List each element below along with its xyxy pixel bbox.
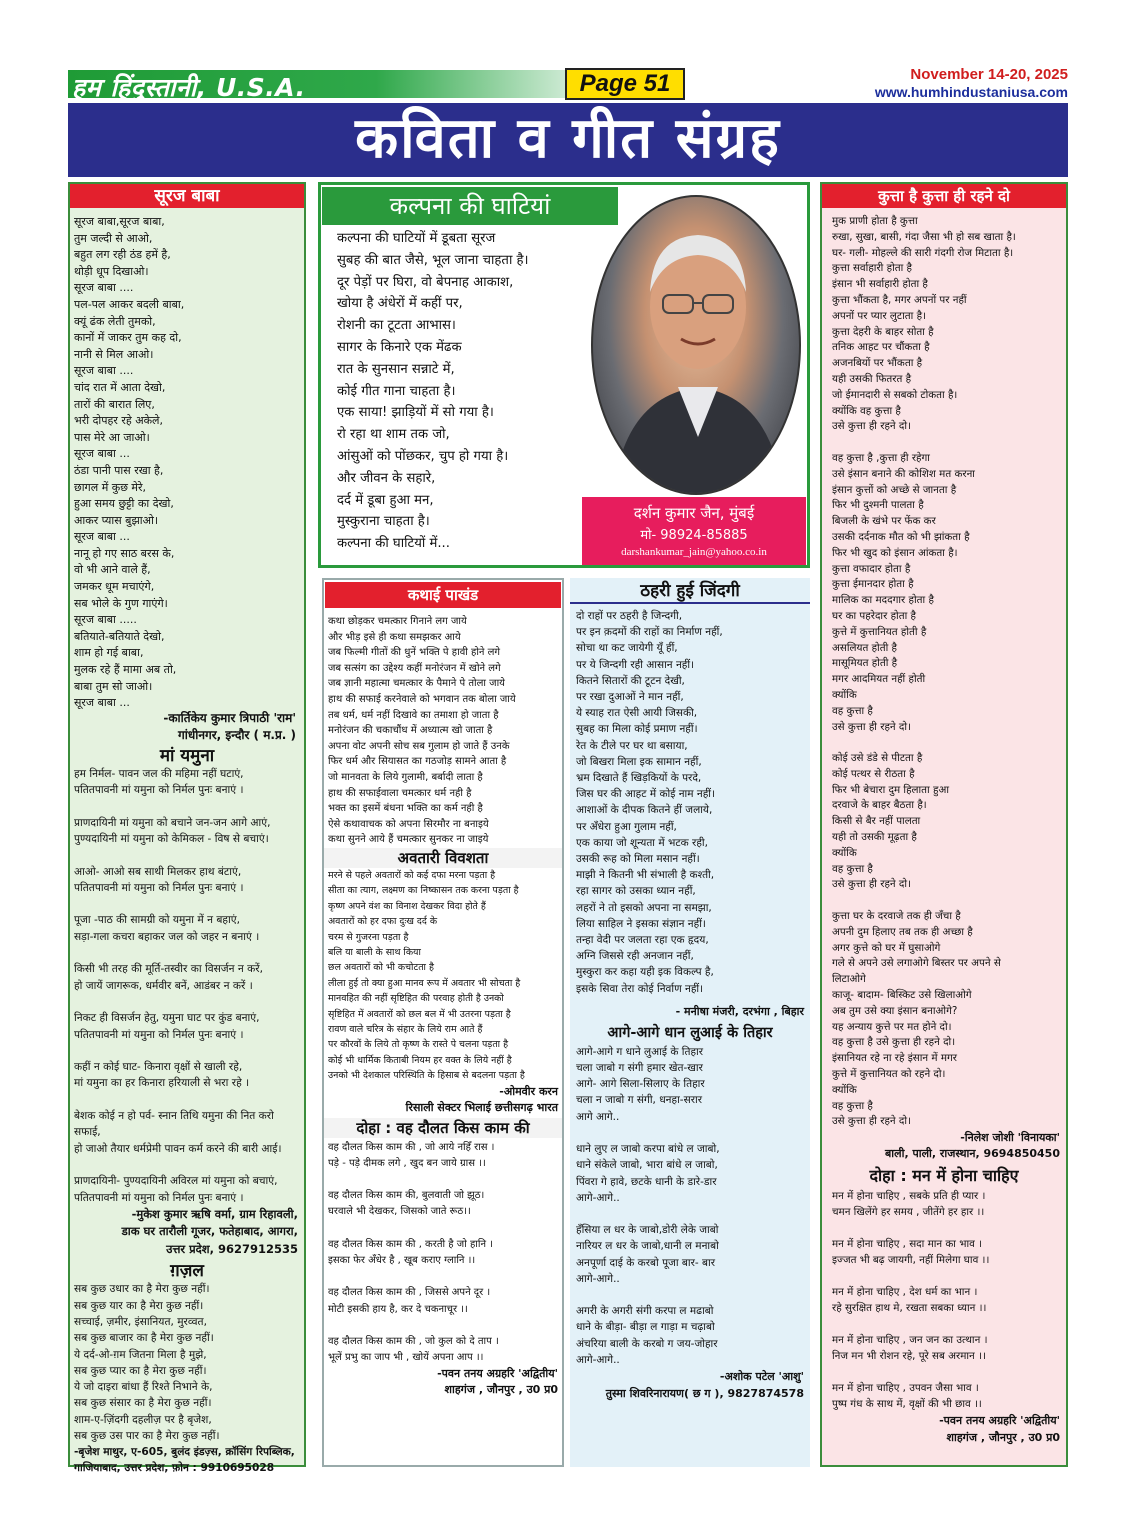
- poem-text: हम निर्मल- पावन जल की महिमा नहीं घटाएं, पतितपावनी मां यमुना को निर्मल पुनः बनाएं । प्राणदायिनी मां यमुना को बचाने जन-जन आगे आएं, पुण्यदायिनी मां यमुना को केमिकल - विष से बचाएं। आओ- आओ सब साथी मिलकर हाथ बंटाएं, पतितपावनी मां यमुना को निर्मल पुनः बनाएं । पूजा -पाठ की सामग्री को यमुना में न बहाएं, सड़ा-गला कचरा बहाकर जल को जहर न बनाएं । किसी भी तरह की मूर्ति-तस्वीर का विसर्जन न करें, हो जायें जागरूक, धर्मवीर बनें, आडंबर न करें । निकट ही विसर्जन हेतु, यमुना घाट पर कुंड बनाएं, पतितपावनी मां यमुना को निर्मल पुनः बनाएं । कहीं न कोई घाट- किनारा वृक्षों से खाली रहे, मां यमुना का हर किनारा हरियाली से भरा रहे । बेशक कोई न हो पर्व- स्नान तिथि यमुना की नित करो सफाई, हो जाओ तैयार धर्मप्रेमी पावन कर्म करने की बारी आई। प्राणदायिनी- पुण्यदायिनी अविरल मां यमुना को बचाएं, पतितपावनी मां यमुना को निर्मल पुनः बनाएं ।: [74, 767, 282, 1204]
- poem-title: मां यमुना: [159, 745, 215, 766]
- poem-text: आगे-आगे ग धाने लुआई के तिहार चला जाबो ग संगी हमार खेत-खार आगे- आगे सिला-सिलाए के तिहार चला न जाबो ग संगी, धनहा-सरार आगे आगे.. धाने लुए ल जाबो करपा बांधे ल जाबो, धाने संकेले जाबो, भारा बांधे ल जाबो, पिंवरा गे हावे, छटके धानी के डारे-डार आगे-आगे.. हँसिया ल धर के जाबो,डोरी लेके जाबो नारियर ल धर के जाबो,धानी ल मनाबो अनपूर्णा दाई के करबो पूजा बार- बार आगे-आगे.. अगरी के अगरी संगी करपा ल मढाबो धाने के बीड़ा- बीड़ा ल गाड़ा म चढ़ाबो अंचरिया बाली के करबो ग जय-जोहार आगे-आगे..: [576, 1045, 720, 1366]
- feature-title: कल्पना की घाटियां: [322, 187, 618, 225]
- poem-signature: -बृजेश माथुर, ए-605, बुलंद इंडज़्स, क्रॉसिंग रिपब्लिक, गाजियाबाद, उत्तर प्रदेश, फ़ोन : 9910695028: [74, 1446, 295, 1475]
- poem-text: मरने से पहले अवतारों को कई दफा मरना पड़ता है सीता का त्याग, लक्ष्मण का निष्कासन तक करना पड़ता है कृष्ण अपने वंश का विनाश देखकर विदा होते हैं अवतारों को हर दफा दुःख दर्द के चरम से गुजरना पड़ता है बलि या बाली के साथ किया छल अवतारों को भी कचोटता है लीला हुई तो क्या हुआ मानव रूप में अवतार भी सोचता है मानवहित की नहीं सृष्टिहित की परवाह होती है उनको सृष्टिहित में अवतारों को छल बल में भी उतरना पड़ता है रावण वाले चरित्र के संहार के लिये राम आते हैं पर कौरवों के लिये तो कृष्ण के रास्ते पे चलना पड़ता है कोई भी धार्मिक किताबी नियम हर वक्त के लिये नहीं है उनको भी देशकाल परिस्थिति के हिसाब से बदलना पड़ता है: [328, 869, 525, 1082]
- poem-signature: - मनीषा मंजरी, दरभंगा , बिहार: [675, 1004, 804, 1018]
- page-number: Page 51: [565, 68, 685, 100]
- feature-poem: कल्पना की घाटियों में डूबता सूरज सुबह की बात जैसे, भूल जाना चाहता है। दूर पेड़ों पर घिरा, वो बेपनाह आकाश, खोया है अंधेरों में कहीं पर, रोशनी का टूटता आभास। सागर के किनारे एक मेंढक रात के सुनसान सन्नाटे में, कोई गीत गाना चाहता है। एक साया! झाड़ियों में सो गया है। रो रहा था शाम तक जो, आंसुओं को पोंछकर, चुप हो गया है। और जीवन के सहारे, दर्द में डूबा हुआ मन, मुस्कुराना चाहता है। कल्पना की घाटियों में...: [337, 231, 529, 552]
- portrait-illustration: [593, 197, 801, 495]
- poem-text: सूरज बाबा,सूरज बाबा, तुम जल्दी से आओ, बहुत लग रही ठंड हमें है, थोड़ी धूप दिखाओ। सूरज बाबा .... पल-पल आकर बदली बाबा, क्यूं ढंक लेती तुमको, कानों में जाकर तुम कह दो, नानी से मिल आओ। सूरज बाबा .... चांद रात में आता देखो, तारों की बारात लिए, भरी दोपहर रहे अकेले, पास मेरे आ जाओ। सूरज बाबा ... ठंडा पानी पास रखा है, छागल में कुछ मेरे, हुआ समय छुट्टी का देखो, आकर प्यास बुझाओ। सूरज बाबा ... नानू हो गए साठ बरस के, वो भी आने वाले हैं, जमकर धूम मचाएंगे, सब भोले के गुण गाएंगे। सूरज बाबा ..... बतियाते-बतियाते देखो, शाम हो गई बाबा, मुलक रहे हैं मामा अब तो, बाबा तुम सो जाओ। सूरज बाबा ...: [74, 215, 185, 710]
- poem-signature: -पवन तनय अग्रहरि 'अद्वितीय' शाहगंज , जौनपुर , उ0 प्र0: [939, 1414, 1060, 1445]
- poem-signature: -ओमवीर करन रिसाली सेक्टर भिलाई छत्तीसगढ़ भारत: [405, 1084, 558, 1114]
- poem-text: मन में होना चाहिए , सबके प्रति ही प्यार । चमन खिलेंगे हर समय , जीतेंगे हर हार ।। मन में होना चाहिए , सदा मान का भाव । इज्जत भी बढ़ जायगी, नहीं मिलेगा घाव ।। मन में होना चाहिए , देश धर्म का भान । रहे सुरक्षित हाथ मे, रखता सबका ध्यान ।। मन में होना चाहिए , जन जन का उत्थान । निज मन भी रोशन रहे, पूरे सब अरमान ।। मन में होना चाहिए , उपवन जैसा भाव । पुष्प गंध के साथ में, वृक्षों की भी छाव ।।: [832, 1190, 990, 1411]
- column-mid-left: [322, 578, 564, 1467]
- poem-title: कथाई पाखंड: [325, 582, 561, 608]
- poem-signature: -अशोक पटेल 'आशु' तुस्मा शिवरिनारायण( छ ग ), 9827874578: [605, 1369, 804, 1400]
- column-right: [820, 182, 1068, 1467]
- poem-title: दोहा : मन में होना चाहिए: [869, 1166, 1019, 1186]
- poem-text: सब कुछ उधार का है मेरा कुछ नहीं। सब कुछ यार का है मेरा कुछ नहीं। सच्चाई, ज़मीर, इंसानियत, मुरव्वत, सब कुछ बाजार का है मेरा कुछ नहीं। ये दर्द-ओ-ग़म जितना मिला है मुझे, सब कुछ प्यार का है मेरा कुछ नहीं। ये जो दाइरा बांधा हैं रिश्ते निभाने के, सब कुछ संसार का है मेरा कुछ नहीं। शाम-ए-ज़िंदगी दहलीज़ पर है बृजेश, सब कुछ उस पार का है मेरा कुछ नहीं।: [74, 1283, 220, 1442]
- poem-text: मुक प्राणी होता है कुत्ता रुखा, सुखा, बासी, गंदा जैसा भी हो सब खाता है। घर- गली- मोहल्ले की सारी गंदगी रोज मिटाता है। कुत्ता सर्वाहारी होता है इंसान भी सर्वाहारी होता है कुत्ता भौंकता है, मगर अपनों पर नहीं अपनों पर प्यार लुटाता है। कुत्ता देहरी के बाहर सोता है तनिक आहट पर चौंकता है अजनबियों पर भौंकता है यही उसकी फितरत है जो ईमानदारी से सबको टोकता है। क्योंकि वह कुत्ता है उसे कुत्ता ही रहने दो। वह कुत्ता है ,कुत्ता ही रहेगा उसे इंसान बनाने की कोशिश मत करना इंसान कुत्तों को अच्छे से जानता है फिर भी दुश्मनी पालता है बिजली के खंभे पर फेंक कर उसकी दर्दनाक मौत को भी झांकता है फिर भी खुद को इंसान आंकता है। कुत्ता वफादार होता है कुत्ता ईमानदार होता है मालिक का मददगार होता है घर का पहरेदार होता है कुत्ते में कुत्तानियत होती है असलियत होती है मासूमियत होती है मगर आदमियत नहीं होती क्योंकि वह कुत्ता है उसे कुत्ता ही रहने दो। कोई उसे डंडे से पीटता है कोई पत्थर से रीठता है फिर भी बेचारा दुम हिलाता हुआ दरवाजे के बाहर बैठता है। किसी से बैर नहीं पालता यही तो उसकी मूढ़ता है क्योंकि वह कुत्ता है उसे कुत्ता ही रहने दो। कुत्ता घर के दरवाजे तक ही जँचा है अपनी दुम हिलाए तब तक ही अच्छा है अगर कुत्ते को घर में घुसाओगे गले से अपने उसे लगाओगे बिस्तर पर अपने से लिटाओगे काजू- बादाम- बिस्किट उसे खिलाओगे अब तुम उसे क्या इंसान बनाओगे? यह अन्याय कुत्ते पर मत होने दो। वह कुत्ता है उसे कुत्ता ही रहने दो। इंसानियत रहे ना रहे इंसान में मगर कुत्ते में कुत्तानियत को रहने दो। क्योंकि वह कुत्ता है उसे कुत्ता ही रहने दो।: [832, 215, 1016, 1128]
- issue-date: November 14-20, 2025: [910, 66, 1068, 83]
- poem-title: आगे-आगे धान लुआई के तिहार: [607, 1024, 773, 1041]
- poem-title: कुत्ता है कुत्ता ही रहने दो: [822, 184, 1066, 208]
- poem-signature: -पवन तनय अग्रहरि 'अद्वितीय' शाहगंज , जौनपुर , उ0 प्र0: [437, 1367, 558, 1397]
- column-left: [68, 182, 306, 1475]
- poem-signature: -कार्तिकेय कुमार त्रिपाठी 'राम' गांधीनगर, इन्दौर ( म.प्र. ): [163, 710, 296, 742]
- poet-phone: मो- 98924-85885: [640, 528, 748, 543]
- poem-signature: -मुकेश कुमार ऋषि वर्मा, ग्राम रिहावली, डाक घर तारौली गूजर, फतेहाबाद, आगरा, उत्तर प्रदेश, 9627912535: [121, 1206, 298, 1256]
- poem-title: सूरज बाबा: [70, 184, 304, 208]
- poet-name: दर्शन कुमार जैन, मुंबई: [633, 504, 755, 522]
- poem-text: कथा छोड़कर चमत्कार गिनाने लग जाये और भीड़ इसे ही कथा समझकर आये जब फिल्मी गीतों की धुनें भक्ति पे हावी होने लगे जब सत्संग का उद्देश्य कहीं मनोरंजन में खोने लगे जब ज्ञानी महात्मा चमत्कार के पैमाने पे तोला जाये हाथ की सफाई करनेवाले को भगवान तक बोला जाये तब धर्म, धर्म नहीं दिखावे का तमाशा हो जाता है मनोरंजन की चकाचौंध में अध्यात्म खो जाता है अपना वोट अपनी सोच सब गुलाम हो जाते हैं उनके फिर धर्म और सियासत का गठजोड़ सामने आता है जो मानवता के लिये गुलामी, बर्बादी लाता है हाथ की सफाईवाला चमत्कार धर्म नही है भक्त का इसमें बंधना भक्ति का कर्म नही है ऐसे कथावाचक को अपना सिरमौर ना बनाइये कथा सुनने आये हैं चमत्कार सुनकर ना जाइये: [328, 616, 516, 846]
- column-mid-right: [570, 578, 810, 1467]
- website-link[interactable]: www.humhindustaniusa.com: [874, 84, 1068, 100]
- poem-title: ग़ज़ल: [170, 1261, 204, 1282]
- poet-credit: [582, 497, 806, 565]
- poem-title: अवतारी विवशता: [324, 848, 562, 868]
- section-banner: कविता व गीत संग्रह: [68, 103, 1068, 177]
- poem-text: वह दौलत किस काम की , जो आये नहिँ रास । पड़े - पड़े दीमक लगे , खुद बन जाये ग्रास ।। वह दौलत किस काम की, बुलवाती जो झूठ। घरवाले भी देखकर, जिसको जाते रूठ।। वह दौलत किस काम की , करती है जो हानि । इसका फेर अँधेर है , खूब कराए ग्लानि ।। वह दौलत किस काम की , जिससे अपने दूर । मोटी इसकी हाय है, कर दे चकनाचूर ।। वह दौलत किस काम की , जो कुल को दे ताप । भूलें प्रभु का जाप भी , खोयें अपना आप ।।: [328, 1141, 499, 1364]
- poem-signature: -निलेश जोशी 'विनायका' बाली, पाली, राजस्थान, 9694850450: [885, 1131, 1060, 1161]
- masthead-title: हम हिंदुस्तानी, U.S.A.: [72, 73, 306, 102]
- poem-title: ठहरी हुई जिंदगी: [570, 578, 810, 604]
- poem-text: दो राहों पर ठहरी है जिन्दगी, पर इन क़दमों की राहों का निर्माण नहीं, सोचा था कट जायेगी यूँ हीं, पर ये जिन्दगी रही आसान नहीं। कितने सितारों की टूटन देखी, पर रखा दुआओं ने मान नहीं, ये स्याह रात ऐसी आयी जिसकी, सुबह का मिला कोई प्रमाण नहीं। रेत के टीले पर घर था बसाया, जो बिखरा मिला इक सामान नहीं, भ्रम दिखाते हैं खिड़कियों के परदे, जिस घर की आहट में कोई नाम नहीं। आशाओं के दीपक कितने हीं जलाये, पर अँधेरा हुआ गुलाम नहीं, एक काया जो शून्यता में भटक रही, उसकी रूह को मिला मसान नहीं। माझी ने कितनी भी संभाली है कश्ती, रहा सागर को उसका ध्यान नहीं, लहरों ने तो इसको अपना ना समझा, लिया साहिल ने इसका संज्ञान नहीं। तन्हा वेदी पर जलता रहा एक हृदय, अग्नि जिससे रही अनजान नहीं, मुस्कुरा कर कहा यही इक विकल्प है, इसके सिवा तेरा कोई निर्वाण नहीं।: [576, 610, 723, 995]
- poem-title: दोहा : वह दौलत किस काम की: [324, 1118, 562, 1138]
- poet-email[interactable]: darshankumar_jain@yahoo.co.in: [621, 546, 767, 558]
- poet-photo: [591, 195, 801, 495]
